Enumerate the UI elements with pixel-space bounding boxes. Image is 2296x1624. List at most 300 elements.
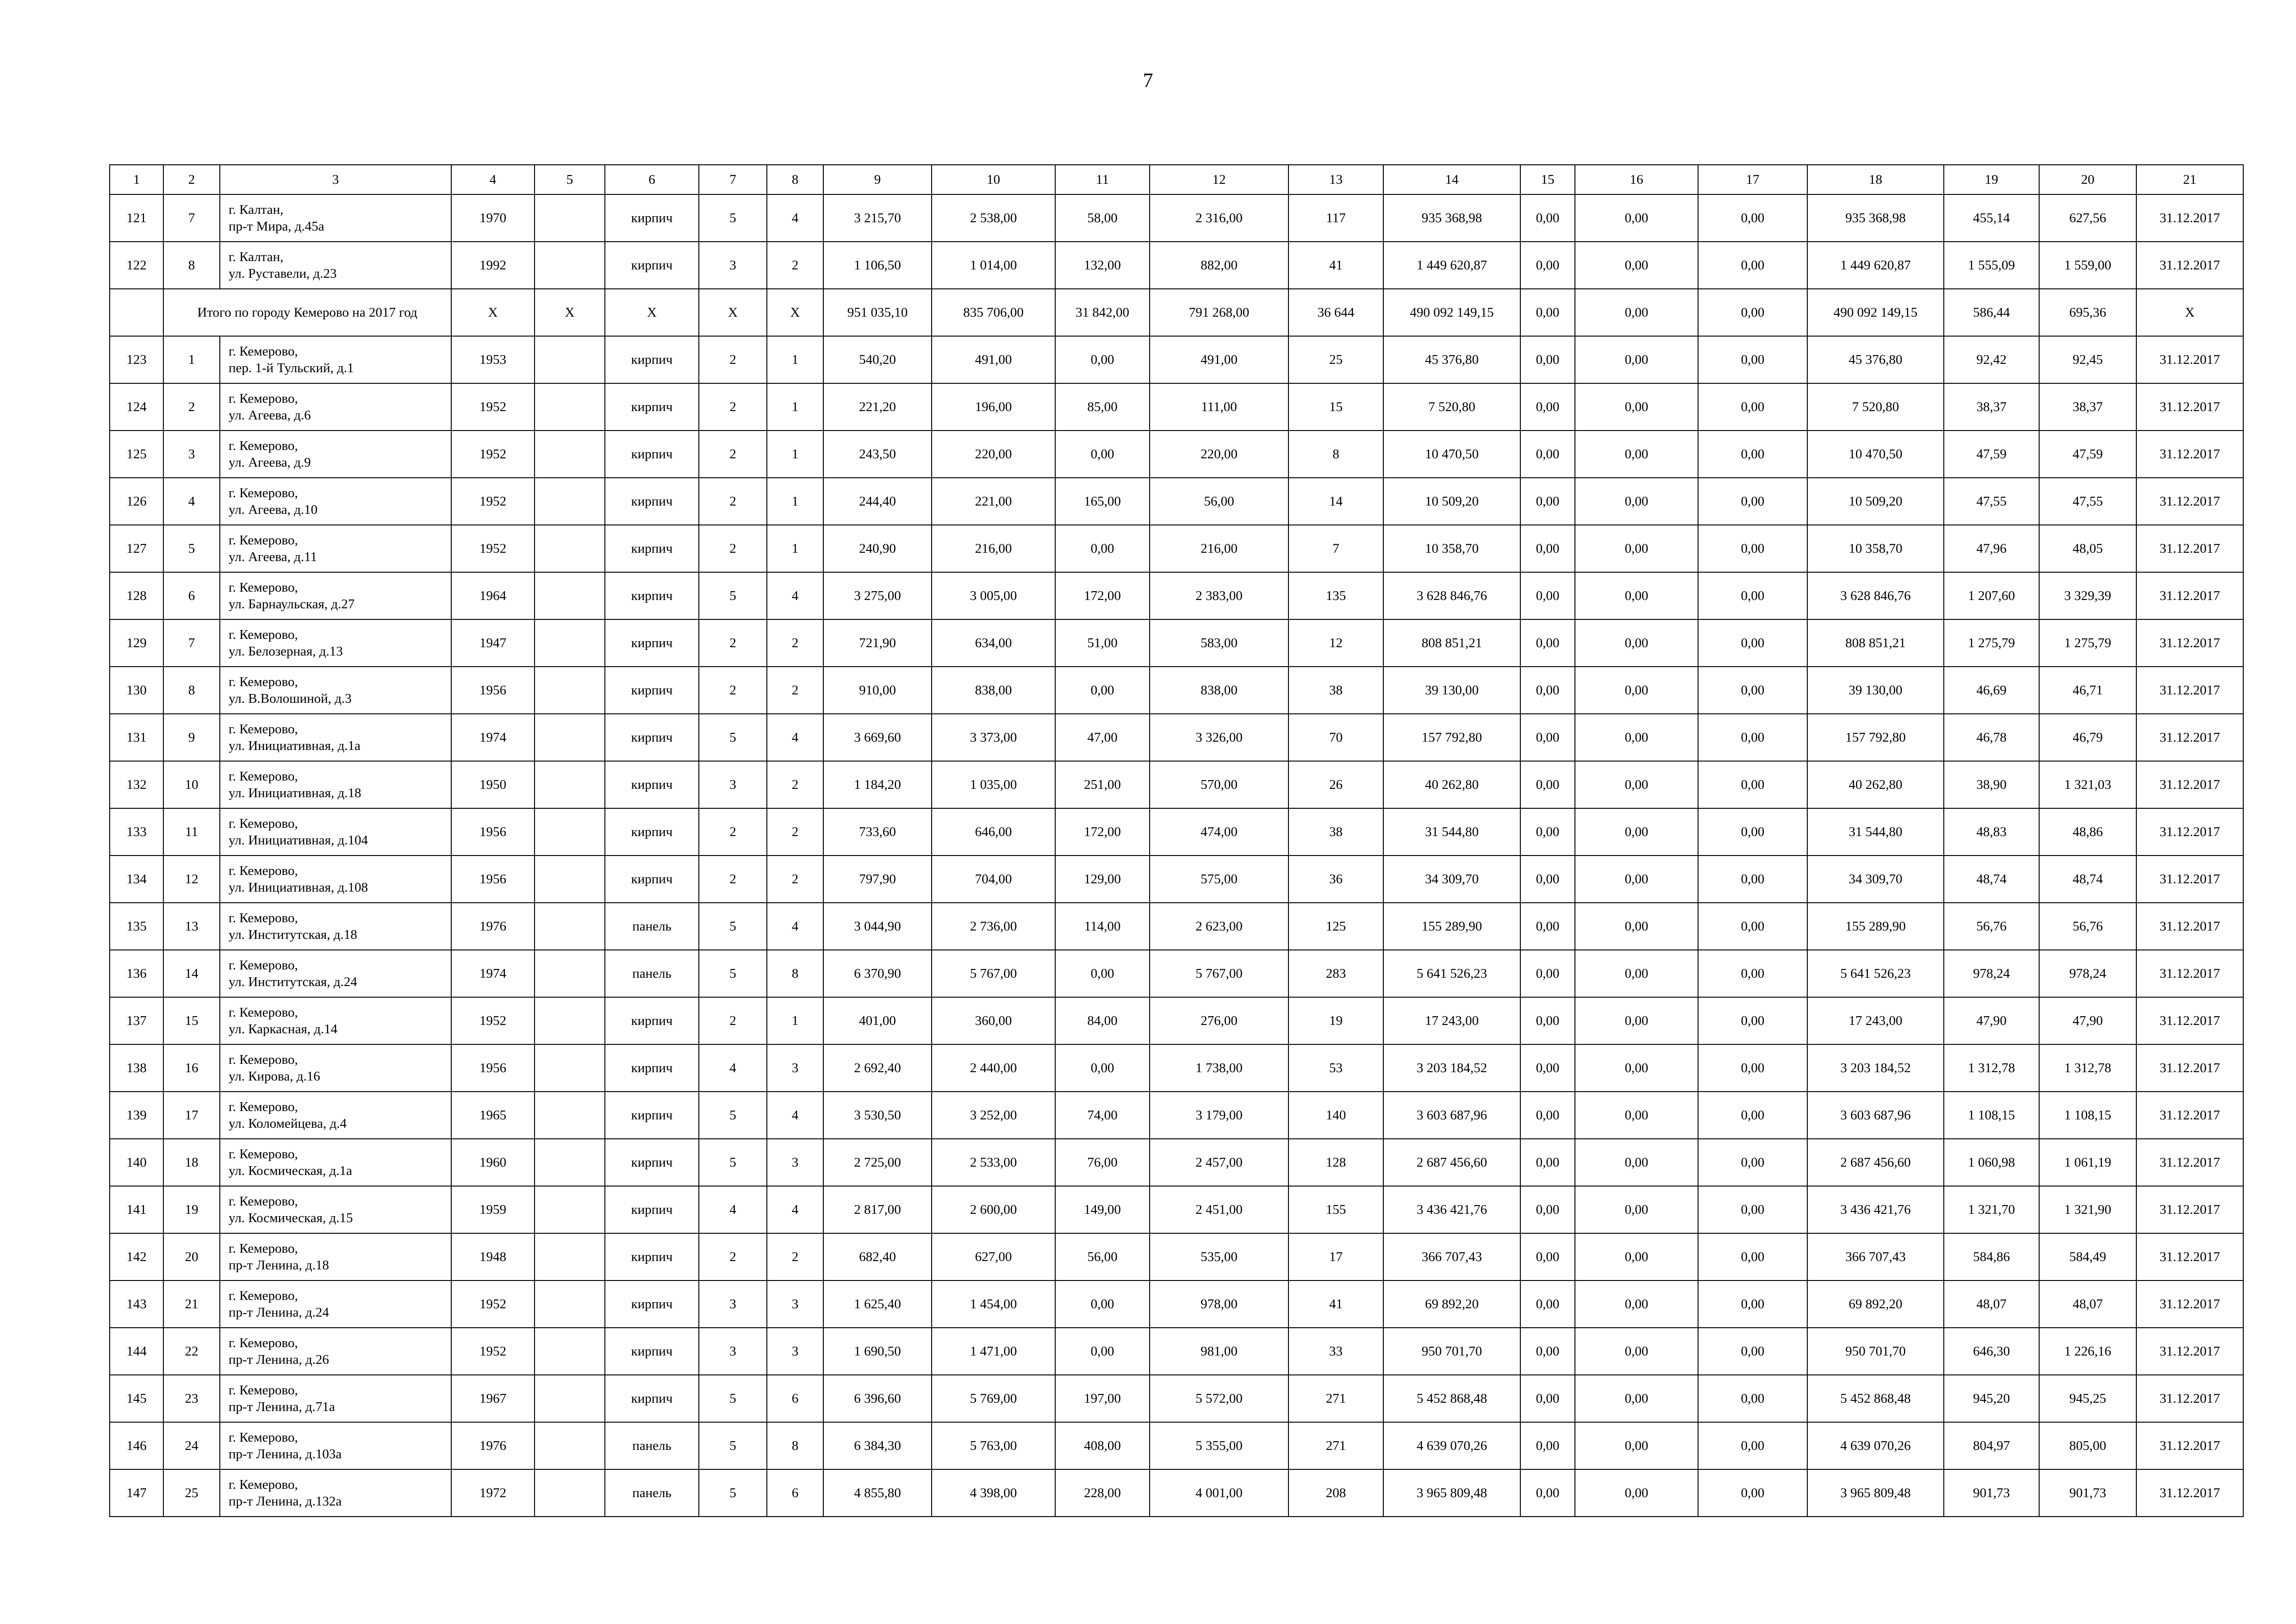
- row-number: 128: [110, 572, 163, 619]
- cell-col-20: 901,73: [2039, 1469, 2136, 1517]
- cell-col-7: 3: [699, 1280, 767, 1328]
- address-cell: [220, 1044, 451, 1092]
- cell-col-14: 39 130,00: [1383, 667, 1520, 714]
- row-sub-number: 25: [163, 1469, 220, 1517]
- cell-col-6: кирпич: [605, 242, 699, 289]
- cell-col-12: 2 457,00: [1150, 1139, 1288, 1186]
- cell-col-15: 0,00: [1520, 1233, 1575, 1280]
- table-row: [110, 336, 2243, 383]
- cell-col-19: 47,90: [1944, 997, 2039, 1044]
- cell-col-5: [535, 997, 605, 1044]
- cell-col-5: [535, 1280, 605, 1328]
- row-sub-number: 17: [163, 1092, 220, 1139]
- address-street: ул. Коломейцева, д.4: [229, 1116, 347, 1131]
- cell-col-8: 4: [767, 1186, 823, 1233]
- column-header-2: 2: [163, 165, 220, 194]
- cell-col-19: 46,69: [1944, 667, 2039, 714]
- cell-col-5: [535, 1186, 605, 1233]
- cell-col-17: 0,00: [1698, 997, 1807, 1044]
- cell-col-8: 2: [767, 1233, 823, 1280]
- cell-col-10: 2 533,00: [932, 1139, 1055, 1186]
- total-col-18: 490 092 149,15: [1807, 289, 1944, 336]
- cell-col-15: 0,00: [1520, 1328, 1575, 1375]
- cell-col-10: 221,00: [932, 478, 1055, 525]
- cell-col-9: 6 384,30: [823, 1422, 932, 1469]
- total-col-14: 490 092 149,15: [1383, 289, 1520, 336]
- cell-col-15: 0,00: [1520, 950, 1575, 997]
- cell-col-4: 1952: [451, 1280, 535, 1328]
- cell-col-9: 2 725,00: [823, 1139, 932, 1186]
- cell-col-13: 128: [1288, 1139, 1383, 1186]
- column-header-6: 6: [605, 165, 699, 194]
- cell-col-20: 1 321,90: [2039, 1186, 2136, 1233]
- cell-col-9: 1 106,50: [823, 242, 932, 289]
- cell-col-17: 0,00: [1698, 1328, 1807, 1375]
- cell-col-16: 0,00: [1575, 1139, 1698, 1186]
- address-street: ул. Кирова, д.16: [229, 1069, 320, 1084]
- address-cell: [220, 903, 451, 950]
- address-street: пр-т Ленина, д.18: [229, 1258, 329, 1273]
- cell-col-16: 0,00: [1575, 1044, 1698, 1092]
- cell-col-19: 1 275,79: [1944, 619, 2039, 667]
- table-row: [110, 431, 2243, 478]
- cell-col-17: 0,00: [1698, 242, 1807, 289]
- cell-col-10: 491,00: [932, 336, 1055, 383]
- cell-col-18: 40 262,80: [1807, 761, 1944, 808]
- table-row: [110, 856, 2243, 903]
- cell-col-19: 46,78: [1944, 714, 2039, 761]
- table-row: [110, 997, 2243, 1044]
- cell-col-11: 165,00: [1055, 478, 1150, 525]
- total-empty-cell: [110, 289, 163, 336]
- cell-col-13: 38: [1288, 808, 1383, 856]
- address-cell: [220, 1233, 451, 1280]
- cell-col-20: 1 275,79: [2039, 619, 2136, 667]
- cell-col-14: 935 368,98: [1383, 194, 1520, 242]
- address-street: ул. Белозерная, д.13: [229, 644, 343, 659]
- cell-col-8: 3: [767, 1139, 823, 1186]
- row-number: 137: [110, 997, 163, 1044]
- cell-col-18: 155 289,90: [1807, 903, 1944, 950]
- cell-col-21: 31.12.2017: [2136, 1044, 2243, 1092]
- address-street: ул. Институтская, д.18: [229, 927, 357, 942]
- cell-col-6: кирпич: [605, 525, 699, 572]
- address-cell: [220, 1422, 451, 1469]
- table-row: [110, 619, 2243, 667]
- cell-col-4: 1947: [451, 619, 535, 667]
- cell-col-19: 48,83: [1944, 808, 2039, 856]
- row-number: 122: [110, 242, 163, 289]
- address-cell: [220, 1328, 451, 1375]
- address-cell: [220, 1375, 451, 1422]
- cell-col-17: 0,00: [1698, 525, 1807, 572]
- address-street: ул. Барнаульская, д.27: [229, 597, 355, 612]
- cell-col-4: 1976: [451, 1422, 535, 1469]
- cell-col-21: 31.12.2017: [2136, 1328, 2243, 1375]
- cell-col-13: 70: [1288, 714, 1383, 761]
- cell-col-11: 172,00: [1055, 808, 1150, 856]
- cell-col-8: 8: [767, 950, 823, 997]
- address-street: ул. Космическая, д.15: [229, 1211, 353, 1225]
- address-street: пр-т Ленина, д.26: [229, 1352, 329, 1367]
- cell-col-17: 0,00: [1698, 667, 1807, 714]
- table-row: [110, 383, 2243, 431]
- table-row: [110, 1092, 2243, 1139]
- table-row: [110, 1044, 2243, 1092]
- cell-col-10: 4 398,00: [932, 1469, 1055, 1517]
- cell-col-16: 0,00: [1575, 761, 1698, 808]
- cell-col-14: 1 449 620,87: [1383, 242, 1520, 289]
- cell-col-15: 0,00: [1520, 336, 1575, 383]
- cell-col-12: 5 767,00: [1150, 950, 1288, 997]
- cell-col-5: [535, 714, 605, 761]
- cell-col-7: 2: [699, 1233, 767, 1280]
- row-sub-number: 7: [163, 194, 220, 242]
- cell-col-20: 1 312,78: [2039, 1044, 2136, 1092]
- cell-col-14: 10 358,70: [1383, 525, 1520, 572]
- cell-col-5: [535, 1422, 605, 1469]
- cell-col-19: 47,96: [1944, 525, 2039, 572]
- cell-col-5: [535, 194, 605, 242]
- cell-col-13: 33: [1288, 1328, 1383, 1375]
- row-number: 129: [110, 619, 163, 667]
- cell-col-8: 8: [767, 1422, 823, 1469]
- cell-col-21: 31.12.2017: [2136, 1375, 2243, 1422]
- total-row: [110, 289, 2243, 336]
- cell-col-11: 0,00: [1055, 1280, 1150, 1328]
- cell-col-8: 1: [767, 336, 823, 383]
- cell-col-18: 5 641 526,23: [1807, 950, 1944, 997]
- cell-col-20: 3 329,39: [2039, 572, 2136, 619]
- cell-col-20: 48,86: [2039, 808, 2136, 856]
- cell-col-4: 1974: [451, 714, 535, 761]
- column-header-19: 19: [1944, 165, 2039, 194]
- cell-col-16: 0,00: [1575, 478, 1698, 525]
- cell-col-21: 31.12.2017: [2136, 714, 2243, 761]
- cell-col-9: 540,20: [823, 336, 932, 383]
- cell-col-7: 4: [699, 1044, 767, 1092]
- cell-col-8: 1: [767, 478, 823, 525]
- address-street: ул. Космическая, д.1а: [229, 1163, 352, 1178]
- cell-col-17: 0,00: [1698, 1139, 1807, 1186]
- cell-col-5: [535, 525, 605, 572]
- cell-col-12: 474,00: [1150, 808, 1288, 856]
- cell-col-14: 157 792,80: [1383, 714, 1520, 761]
- table-row: [110, 1139, 2243, 1186]
- address-cell: [220, 383, 451, 431]
- cell-col-11: 47,00: [1055, 714, 1150, 761]
- cell-col-19: 1 555,09: [1944, 242, 2039, 289]
- cell-col-8: 3: [767, 1328, 823, 1375]
- cell-col-18: 950 701,70: [1807, 1328, 1944, 1375]
- cell-col-16: 0,00: [1575, 1422, 1698, 1469]
- cell-col-15: 0,00: [1520, 431, 1575, 478]
- cell-col-14: 155 289,90: [1383, 903, 1520, 950]
- cell-col-4: 1952: [451, 525, 535, 572]
- cell-col-12: 4 001,00: [1150, 1469, 1288, 1517]
- column-header-15: 15: [1520, 165, 1575, 194]
- cell-col-9: 1 625,40: [823, 1280, 932, 1328]
- row-sub-number: 3: [163, 431, 220, 478]
- cell-col-15: 0,00: [1520, 997, 1575, 1044]
- cell-col-11: 56,00: [1055, 1233, 1150, 1280]
- cell-col-9: 401,00: [823, 997, 932, 1044]
- cell-col-10: 646,00: [932, 808, 1055, 856]
- cell-col-6: кирпич: [605, 714, 699, 761]
- cell-col-4: 1952: [451, 478, 535, 525]
- cell-col-5: [535, 903, 605, 950]
- row-sub-number: 18: [163, 1139, 220, 1186]
- cell-col-21: 31.12.2017: [2136, 1139, 2243, 1186]
- address-street: ул. Каркасная, д.14: [229, 1022, 338, 1037]
- cell-col-16: 0,00: [1575, 525, 1698, 572]
- cell-col-5: [535, 1375, 605, 1422]
- cell-col-13: 38: [1288, 667, 1383, 714]
- cell-col-10: 216,00: [932, 525, 1055, 572]
- cell-col-7: 2: [699, 808, 767, 856]
- cell-col-6: кирпич: [605, 194, 699, 242]
- cell-col-11: 149,00: [1055, 1186, 1150, 1233]
- cell-col-8: 2: [767, 242, 823, 289]
- cell-col-20: 47,90: [2039, 997, 2136, 1044]
- cell-col-17: 0,00: [1698, 1044, 1807, 1092]
- table-row: [110, 1328, 2243, 1375]
- cell-col-14: 2 687 456,60: [1383, 1139, 1520, 1186]
- cell-col-18: 808 851,21: [1807, 619, 1944, 667]
- address-city: г. Кемерово,: [229, 722, 298, 737]
- cell-col-11: 129,00: [1055, 856, 1150, 903]
- cell-col-12: 838,00: [1150, 667, 1288, 714]
- cell-col-13: 125: [1288, 903, 1383, 950]
- column-header-11: 11: [1055, 165, 1150, 194]
- cell-col-7: 3: [699, 242, 767, 289]
- cell-col-9: 1 184,20: [823, 761, 932, 808]
- table-row: [110, 761, 2243, 808]
- address-city: г. Кемерово,: [229, 1241, 298, 1256]
- cell-col-11: 0,00: [1055, 431, 1150, 478]
- cell-col-6: кирпич: [605, 1233, 699, 1280]
- cell-col-6: кирпич: [605, 856, 699, 903]
- cell-col-5: [535, 478, 605, 525]
- total-col-9: 951 035,10: [823, 289, 932, 336]
- cell-col-17: 0,00: [1698, 194, 1807, 242]
- cell-col-4: 1992: [451, 242, 535, 289]
- cell-col-5: [535, 572, 605, 619]
- row-sub-number: 10: [163, 761, 220, 808]
- cell-col-4: 1956: [451, 1044, 535, 1092]
- cell-col-19: 901,73: [1944, 1469, 2039, 1517]
- address-street: ул. В.Волошиной, д.3: [229, 691, 352, 706]
- table-row: [110, 1469, 2243, 1517]
- column-header-8: 8: [767, 165, 823, 194]
- cell-col-10: 704,00: [932, 856, 1055, 903]
- cell-col-13: 36: [1288, 856, 1383, 903]
- cell-col-14: 3 603 687,96: [1383, 1092, 1520, 1139]
- cell-col-16: 0,00: [1575, 808, 1698, 856]
- cell-col-10: 1 471,00: [932, 1328, 1055, 1375]
- column-header-3: 3: [220, 165, 451, 194]
- cell-col-14: 10 470,50: [1383, 431, 1520, 478]
- cell-col-4: 1960: [451, 1139, 535, 1186]
- cell-col-4: 1956: [451, 808, 535, 856]
- cell-col-17: 0,00: [1698, 714, 1807, 761]
- cell-col-19: 48,74: [1944, 856, 2039, 903]
- cell-col-12: 276,00: [1150, 997, 1288, 1044]
- cell-col-8: 2: [767, 667, 823, 714]
- cell-col-7: 5: [699, 1139, 767, 1186]
- row-sub-number: 6: [163, 572, 220, 619]
- cell-col-18: 935 368,98: [1807, 194, 1944, 242]
- cell-col-9: 797,90: [823, 856, 932, 903]
- cell-col-12: 981,00: [1150, 1328, 1288, 1375]
- cell-col-9: 6 396,60: [823, 1375, 932, 1422]
- cell-col-7: 2: [699, 525, 767, 572]
- cell-col-8: 1: [767, 383, 823, 431]
- address-cell: [220, 1186, 451, 1233]
- cell-col-16: 0,00: [1575, 1186, 1698, 1233]
- cell-col-7: 5: [699, 1375, 767, 1422]
- cell-col-19: 48,07: [1944, 1280, 2039, 1328]
- cell-col-8: 4: [767, 1092, 823, 1139]
- cell-col-7: 5: [699, 1092, 767, 1139]
- cell-col-7: 2: [699, 667, 767, 714]
- cell-col-10: 1 454,00: [932, 1280, 1055, 1328]
- cell-col-21: 31.12.2017: [2136, 997, 2243, 1044]
- cell-col-11: 251,00: [1055, 761, 1150, 808]
- total-col-12: 791 268,00: [1150, 289, 1288, 336]
- cell-col-7: 5: [699, 714, 767, 761]
- cell-col-19: 1 321,70: [1944, 1186, 2039, 1233]
- cell-col-17: 0,00: [1698, 1469, 1807, 1517]
- cell-col-13: 271: [1288, 1422, 1383, 1469]
- cell-col-10: 2 736,00: [932, 903, 1055, 950]
- cell-col-6: кирпич: [605, 1280, 699, 1328]
- row-number: 136: [110, 950, 163, 997]
- row-number: 121: [110, 194, 163, 242]
- address-cell: [220, 667, 451, 714]
- table-row: [110, 1186, 2243, 1233]
- cell-col-12: 3 179,00: [1150, 1092, 1288, 1139]
- address-street: ул. Институтская, д.24: [229, 974, 357, 989]
- address-city: г. Кемерово,: [229, 1005, 298, 1020]
- cell-col-7: 5: [699, 1422, 767, 1469]
- cell-col-8: 1: [767, 431, 823, 478]
- cell-col-4: 1964: [451, 572, 535, 619]
- cell-col-11: 132,00: [1055, 242, 1150, 289]
- cell-col-16: 0,00: [1575, 1328, 1698, 1375]
- address-city: г. Кемерово,: [229, 1099, 298, 1114]
- cell-col-21: 31.12.2017: [2136, 761, 2243, 808]
- cell-col-13: 271: [1288, 1375, 1383, 1422]
- cell-col-10: 360,00: [932, 997, 1055, 1044]
- cell-col-20: 48,07: [2039, 1280, 2136, 1328]
- total-col-7: X: [699, 289, 767, 336]
- cell-col-19: 646,30: [1944, 1328, 2039, 1375]
- cell-col-16: 0,00: [1575, 714, 1698, 761]
- cell-col-20: 1 108,15: [2039, 1092, 2136, 1139]
- address-cell: [220, 761, 451, 808]
- cell-col-9: 2 817,00: [823, 1186, 932, 1233]
- cell-col-21: 31.12.2017: [2136, 1422, 2243, 1469]
- cell-col-6: панель: [605, 950, 699, 997]
- cell-col-16: 0,00: [1575, 950, 1698, 997]
- cell-col-8: 2: [767, 619, 823, 667]
- address-city: г. Кемерово,: [229, 1477, 298, 1492]
- cell-col-11: 197,00: [1055, 1375, 1150, 1422]
- cell-col-21: 31.12.2017: [2136, 194, 2243, 242]
- cell-col-6: панель: [605, 1422, 699, 1469]
- column-header-7: 7: [699, 165, 767, 194]
- total-col-19: 586,44: [1944, 289, 2039, 336]
- cell-col-17: 0,00: [1698, 1092, 1807, 1139]
- cell-col-12: 978,00: [1150, 1280, 1288, 1328]
- cell-col-21: 31.12.2017: [2136, 856, 2243, 903]
- row-number: 140: [110, 1139, 163, 1186]
- cell-col-18: 7 520,80: [1807, 383, 1944, 431]
- address-city: г. Кемерово,: [229, 911, 298, 925]
- cell-col-17: 0,00: [1698, 761, 1807, 808]
- cell-col-10: 838,00: [932, 667, 1055, 714]
- row-sub-number: 5: [163, 525, 220, 572]
- cell-col-4: 1952: [451, 431, 535, 478]
- cell-col-11: 51,00: [1055, 619, 1150, 667]
- address-city: г. Кемерово,: [229, 769, 298, 784]
- row-sub-number: 4: [163, 478, 220, 525]
- housing-table: [109, 164, 2244, 1517]
- cell-col-20: 48,74: [2039, 856, 2136, 903]
- row-number: 132: [110, 761, 163, 808]
- cell-col-12: 2 451,00: [1150, 1186, 1288, 1233]
- cell-col-21: 31.12.2017: [2136, 1186, 2243, 1233]
- row-number: 127: [110, 525, 163, 572]
- cell-col-10: 627,00: [932, 1233, 1055, 1280]
- cell-col-15: 0,00: [1520, 1469, 1575, 1517]
- address-cell: [220, 619, 451, 667]
- cell-col-18: 157 792,80: [1807, 714, 1944, 761]
- cell-col-20: 38,37: [2039, 383, 2136, 431]
- cell-col-16: 0,00: [1575, 1469, 1698, 1517]
- cell-col-7: 2: [699, 336, 767, 383]
- cell-col-17: 0,00: [1698, 572, 1807, 619]
- address-cell: [220, 572, 451, 619]
- cell-col-11: 58,00: [1055, 194, 1150, 242]
- column-header-12: 12: [1150, 165, 1288, 194]
- cell-col-7: 2: [699, 856, 767, 903]
- cell-col-7: 5: [699, 950, 767, 997]
- table-row: [110, 667, 2243, 714]
- cell-col-13: 7: [1288, 525, 1383, 572]
- cell-col-19: 1 060,98: [1944, 1139, 2039, 1186]
- cell-col-16: 0,00: [1575, 1280, 1698, 1328]
- column-header-20: 20: [2039, 165, 2136, 194]
- cell-col-7: 2: [699, 478, 767, 525]
- cell-col-8: 2: [767, 761, 823, 808]
- cell-col-19: 47,59: [1944, 431, 2039, 478]
- address-city: г. Калтан,: [229, 250, 284, 264]
- cell-col-14: 7 520,80: [1383, 383, 1520, 431]
- row-sub-number: 2: [163, 383, 220, 431]
- cell-col-19: 804,97: [1944, 1422, 2039, 1469]
- address-city: г. Кемерово,: [229, 1288, 298, 1303]
- cell-col-9: 2 692,40: [823, 1044, 932, 1092]
- cell-col-4: 1972: [451, 1469, 535, 1517]
- cell-col-12: 583,00: [1150, 619, 1288, 667]
- cell-col-17: 0,00: [1698, 1280, 1807, 1328]
- table-row: [110, 525, 2243, 572]
- address-street: пр-т Ленина, д.103а: [229, 1447, 342, 1462]
- cell-col-12: 5 355,00: [1150, 1422, 1288, 1469]
- cell-col-9: 3 530,50: [823, 1092, 932, 1139]
